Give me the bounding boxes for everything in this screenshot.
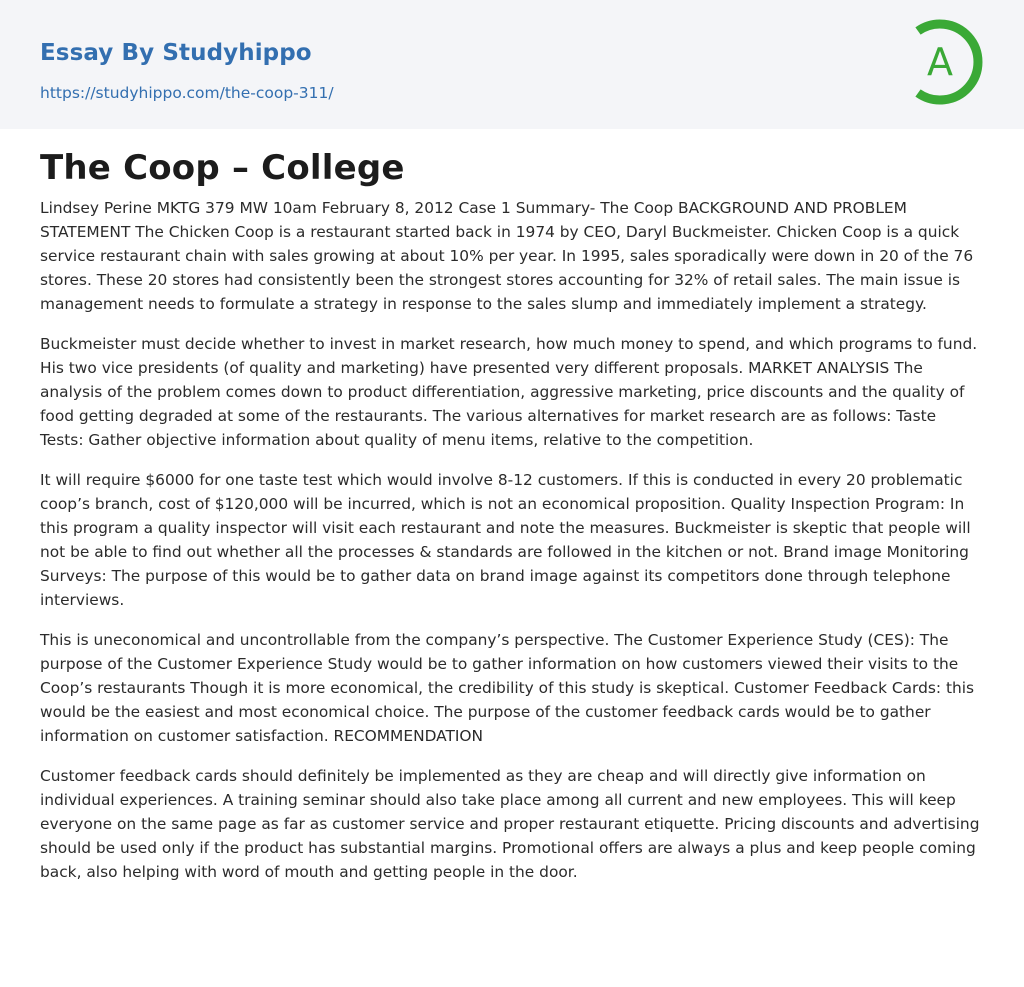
essay-url-link[interactable]: https://studyhippo.com/the-coop-311/: [40, 84, 334, 102]
logo-letter: A: [927, 40, 953, 84]
site-brand[interactable]: Essay By Studyhippo: [40, 40, 312, 66]
site-header: [0, 0, 1024, 129]
essay-paragraph: This is uneconomical and uncontrollable from the company’s perspective. The Customer Experience Study (CES): The purpose of the Customer Experience Study would be to gather information on how customers viewed their visits to the Coop’s restaurants Though it is more economical, the credibility of this study is skeptical. Customer Feedback Cards: this would be the easiest and most economical choice. The purpose of the customer feedback cards would be to gather information on customer satisfaction. RECOMMENDATION: [40, 631, 975, 745]
essay-title: The Coop – College: [40, 148, 405, 188]
essay-content: [40, 146, 984, 900]
essay-paragraph: It will require $6000 for one taste test which would involve 8-12 customers. If this is conducted in every 20 problematic coop’s branch, cost of $120,000 will be incurred, which is not an economical proposition. Quality Inspection Program: In this program a quality inspector will visit each restaurant and note the measures. Buckmeister is skeptic that people will not be able to find out whether all the processes & standards are followed in the kitchen or not. Brand image Monitoring Surveys: The purpose of this would be to gather data on brand image against its competitors done through telephone interviews.: [40, 471, 971, 609]
essay-paragraph: Buckmeister must decide whether to invest in market research, how much money to spend, and which programs to fund. His two vice presidents (of quality and marketing) have presented very different proposals. MARKET ANALYSIS The analysis of the problem comes down to product differentiation, aggressive marketing, price discounts and the quality of food getting degraded at some of the restaurants. The various alternatives for market research are as follows: Taste Tests: Gather objective information about quality of menu items, relative to the competition.: [40, 335, 978, 449]
studyhippo-logo-icon[interactable]: [906, 17, 990, 107]
essay-paragraph: Customer feedback cards should definitely be implemented as they are cheap and will directly give information on individual experiences. A training seminar should also take place among all current and new employees. This will keep everyone on the same page as far as customer service and proper restaurant etiquette. Pricing discounts and advertising should be used only if the product has substantial margins. Promotional offers are always a plus and keep people coming back, also helping with word of mouth and getting people in the door.: [40, 767, 980, 881]
essay-paragraph: Lindsey Perine MKTG 379 MW 10am February 8, 2012 Case 1 Summary- The Coop BACKGROUND AND PROBLEM STATEMENT The Chicken Coop is a restaurant started back in 1974 by CEO, Daryl Buckmeister. Chicken Coop is a quick service restaurant chain with sales growing at about 10% per year. In 1995, sales sporadically were down in 20 of the 76 stores. These 20 stores had consistently been the strongest stores accounting for 32% of retail sales. The main issue is management needs to formulate a strategy in response to the sales slump and immediately implement a strategy.: [40, 199, 974, 313]
